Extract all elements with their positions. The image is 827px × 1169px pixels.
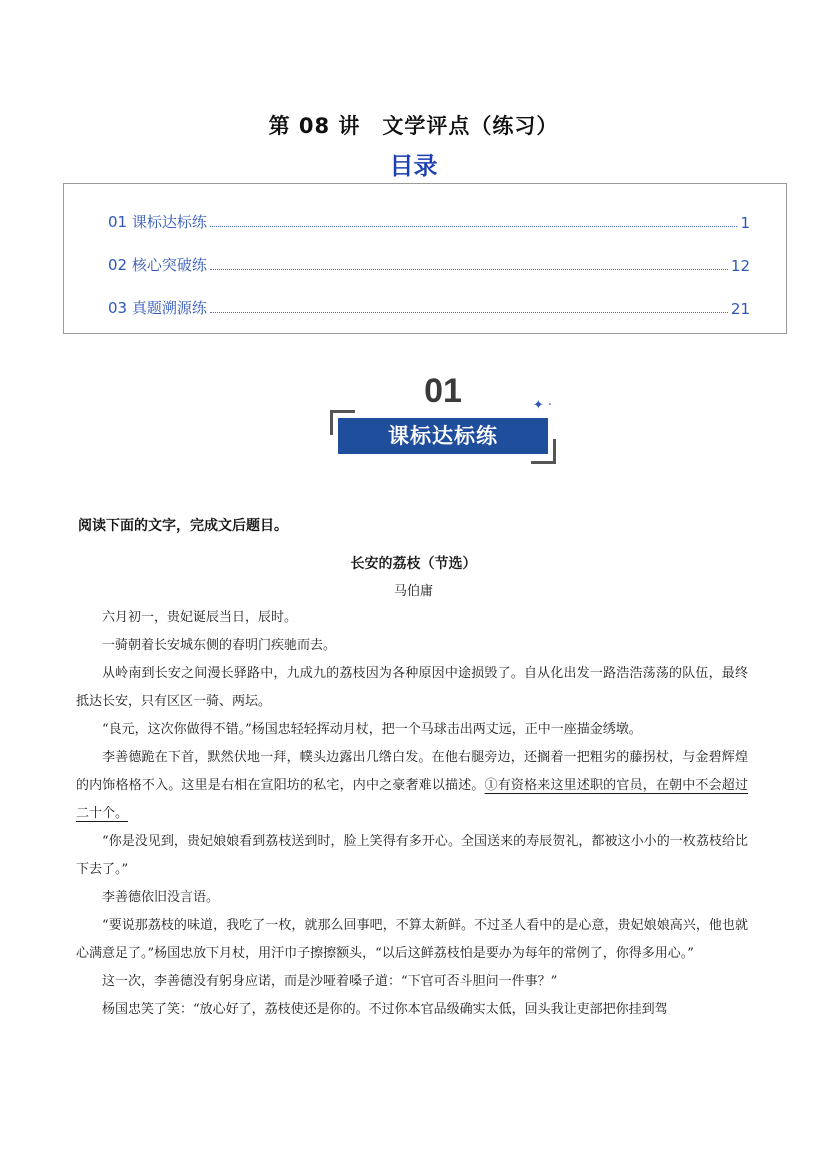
- passage-paragraph: 从岭南到长安之间漫长驿路中，九成九的荔枝因为各种原因中途损毁了。自从化出发一路浩浩荡荡的队伍，最终抵达长安，只有区区一骑、两坛。: [76, 666, 748, 709]
- passage-paragraph: 这一次，李善德没有躬身应诺，而是沙哑着嗓子道：“下官可否斗胆问一件事？”: [102, 974, 558, 989]
- passage-paragraph: 杨国忠笑了笑：“放心好了，荔枝使还是你的。不过你本官品级确实太低，回头我让吏部把你挂到驾: [102, 1002, 668, 1017]
- toc-leader-dots: [210, 312, 728, 313]
- table-of-contents: [63, 183, 787, 334]
- passage-paragraph: 一骑朝着长安城东侧的春明门疾驰而去。: [102, 638, 337, 653]
- toc-item-label: 02 核心突破练: [108, 256, 207, 274]
- toc-leader-dots: [210, 269, 728, 270]
- reading-instruction: 阅读下面的文字，完成文后题目。: [78, 518, 288, 534]
- toc-item-page: 21: [730, 300, 750, 318]
- toc-item[interactable]: [108, 210, 750, 232]
- passage-paragraph: [76, 744, 748, 828]
- section-badge: [330, 372, 560, 468]
- toc-item-label: 01 课标达标练: [108, 213, 207, 231]
- passage-title: 长安的荔枝（节选）: [350, 556, 477, 572]
- underlined-sentence: ①有资格来这里述职的官员，在朝中不会超过二十个。: [76, 778, 748, 821]
- passage-sentence: 李善德跪在下首，默然伏地一拜，幞头边露出几绺白发。在他右腿旁边，还搁着一把粗劣的藤拐杖，与金碧辉煌的内饰格格不入。这里是右相在宣阳坊的私宅，内中之豪奢难以描述。: [76, 750, 748, 793]
- toc-heading: 目录: [389, 152, 438, 180]
- passage-paragraph: “要说那荔枝的味道，我吃了一枚，就那么回事吧，不算太新鲜。不过圣人看中的是心意，贵妃娘娘高兴，他也就心满意足了。”杨国忠放下月杖，用汗巾子擦擦额头，“以后这鲜荔枝怕是要办为每年的常例了，你得多用心。”: [76, 918, 748, 961]
- sparkle-icon: ✦ ·: [532, 398, 552, 413]
- passage-body: [76, 604, 748, 1024]
- toc-item[interactable]: [108, 296, 750, 318]
- section-number: 01: [424, 372, 462, 410]
- passage-author: 马伯庸: [393, 584, 433, 599]
- section-label: 课标达标练: [338, 418, 548, 454]
- toc-item[interactable]: [108, 253, 750, 275]
- toc-item-page: 12: [730, 257, 750, 275]
- passage-paragraph: “你是没见到，贵妃娘娘看到荔枝送到时，脸上笑得有多开心。全国送来的寿辰贺礼，都被这小小的一枚荔枝给比下去了。”: [76, 834, 748, 877]
- passage-paragraph: 李善德依旧没言语。: [102, 890, 220, 905]
- toc-leader-dots: [210, 226, 738, 227]
- toc-item-page: 1: [740, 214, 750, 232]
- toc-item-label: 03 真题溯源练: [108, 299, 207, 317]
- passage-paragraph: 六月初一，贵妃诞辰当日，辰时。: [102, 610, 298, 625]
- passage-paragraph: “良元，这次你做得不错。”杨国忠轻轻挥动月杖，把一个马球击出两丈远，正中一座描金绣墩。: [102, 722, 642, 737]
- lecture-title: 第 08 讲 文学评点（练习）: [268, 114, 559, 138]
